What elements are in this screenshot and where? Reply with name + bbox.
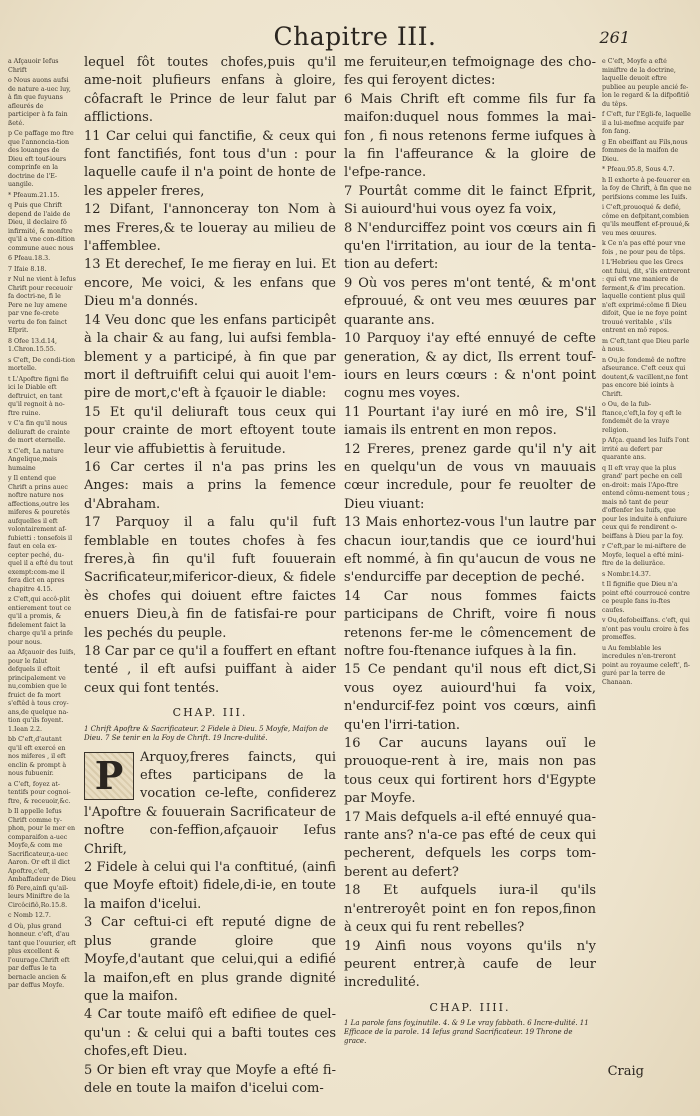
margin-note: 8 Ofee 13.d.14, 1.Chron.15.55.: [8, 337, 58, 353]
margin-note: d Où, plus grand honneur. c'eft, d'au tant que l'ouurier, eft plus excellent & l'ouurage.Chrift eft par deffus le ta bernacle ancien & par deffus Moyfe.: [8, 922, 76, 989]
margin-note: f C'eft, fur l'Egli-fe, laquelle il a lui-mefme acquife par fon fang.: [602, 111, 691, 135]
chapter-heading: CHAP. III.: [172, 706, 248, 720]
margin-note: v Ou,defobeiffans. c'eft, qui n'ont pas voulu croire à fes promeffes.: [602, 617, 690, 641]
margin-note: * Pfeau.95.8, Sous 4.7.: [602, 166, 675, 173]
verse: 17 Mais defquels a-il efté ennuyé qua-rante ans? n'a-ce pas efté de ceux qui pecherent, defquels les corps tom-berent au defert?: [344, 809, 596, 880]
margin-note: z C'eft,qui accô-plit entierement tout ce qu'il a promis, & fidelement faict la charge qu'il a prinfe pour nous.: [8, 596, 73, 646]
margin-note: a C'eft, foyez at-tentifs pour cognoi-ftre, & receuoir,&c.: [8, 780, 71, 805]
verse: 18 Car par ce qu'il a fouffert en eftant tenté , il eft aufsi puiffant à aider ceux qui font tentés.: [84, 644, 336, 696]
margin-note: r C'eft,par le mi-niftere de Moyfe, lequel a efté mini-ftre de la deliurâce.: [602, 543, 686, 567]
verse: 8 N'endurciffez point vos cœurs ain fi qu'en l'irritation, au iour de la tenta-tion au defert:: [344, 220, 596, 273]
margin-note: u Au femblable les incredules n'en-treront point au royaume celeft', fi-guré par la terre de Chanaan.: [602, 644, 691, 686]
chapter-opening: [84, 749, 336, 859]
verse: 16 Car certes il n'a pas prins les Anges: mais a prins la femence d'Abraham.: [84, 459, 336, 512]
margin-note: 7 Ifaie 8.18.: [8, 265, 47, 273]
verse: 4 Car toute maifô eft edifiee de quel-qu'un : & celui qui a bafti toutes ces chofes,eft Dieu.: [84, 1007, 336, 1060]
verse: 19 Ainfi nous voyons qu'ils n'y peurent entrer,à caufe de leur incredulité.: [344, 938, 596, 991]
margin-note: h Il exhorte à pe-feuerer en la foy de Chrift, à fin que ne perifsions comme les Iuifs.: [602, 176, 692, 201]
margin-note: g En obeiffant au Fils,nous fommes de la maifon de Dieu.: [602, 138, 688, 163]
margin-note: r Nul ne vient à Iefus Chrift pour receuoir fa doctri-ne, fi le Pere ne luy amene par vne fe-crete vertu de fon fainct Efprit.: [8, 276, 76, 334]
verse: 15 Ce pendant qu'il nous eft dict,Si vous oyez auiourd'hui fa voix, n'endurcif-fez point vos cœurs, ainfi qu'en l'irri-tation.: [344, 662, 596, 733]
verse: 7 Pourtât comme dit le fainct Efprit, Si auiourd'hui vous oyez fa voix,: [344, 183, 596, 218]
verse-continuation: me feruiteur,en tefmoignage des cho-fes qui feroyent dictes:: [344, 55, 596, 89]
verse-continuation: lequel fôt toutes chofes,puis qu'il ame-noit plufieurs enfans à gloire, côfacraft le Prince de leur falut par afflictions.: [84, 55, 336, 126]
verse: 14 Car nous fommes faicts participans de Chrift, voire fi nous retenons fer-me le cômencement de noftre fou-ftenance iufques à la fin.: [344, 588, 596, 659]
margin-note: o Nous auons aufsi de nature a-uec luy, à fin que fuyuans afleurés de participer à fa fain ßeté.: [8, 77, 71, 127]
text-column-right: [344, 54, 596, 1054]
margin-note: l L'Hebrieu que les Grecs ont fuiui, dit, s'ils entreront : qui eft vne maniere de ferment,& d'im precation. laquelle contient plus quil n'eft exprimé:côme fi Dieu difoit, Que ie ne foye point trouué veritable , s'ils entrent en mô repos.: [602, 259, 691, 334]
chapter-summary: 1 La parole fans foy,inutile. 4. & 9 Le vray fabbath. 6 Incre-dulité. 11 Efficace de la parole. 14 Iefus grand Sacrificateur. 19 Throne de grace.: [344, 1019, 589, 1046]
margin-note: p Ce paffage mo ftre que l'annoncia-tion des louanges de Dieu eft touf-iours comprinfe en la doctrine de l'E-uangile.: [8, 130, 74, 188]
verse: 16 Car aucuns layans ouï le prouoque-rent à ire, mais non pas tous ceux qui fortirent hors d'Egypte par Moyfe.: [344, 736, 596, 807]
left-margin-notes: [8, 58, 76, 1098]
verse: 2 Fidele à celui qui l'a conftitué, (ainfi que Moyfe eftoit) fidele,di-ie, en toute la maifon d'icelui.: [84, 860, 336, 912]
page-number: 261: [599, 28, 630, 47]
margin-note: q Il eft vray que la plus grand' part peche en cell en-droit: mais l'Apo-ftre entend cômu-nement tous ; mais nô tant de peur d'offenfer les Iuifs, que pour les induite à enfuiure ceux qui fe rendirent o-beiffans à Dieu par la foy.: [602, 464, 690, 540]
verse: 13 Et derechef, Ie me fieray en lui. Et encore, Me voici, & les enfans que Dieu m'a donnés.: [84, 257, 336, 310]
margin-note: c Nomb 12.7.: [8, 912, 51, 919]
margin-note: q Puis que Chrift depend de l'aide de Dieu, il declaire fô infirmité, & monftre qu'il a vne con-dition commune auec nous: [8, 202, 75, 252]
margin-note: aa Afçauoir des Iuifs, pour le falut defquels il eftoit principalement ve nu,combien que le fruict de fa mort s'eftêd à tous croy-ans,de quelque na-tion qu'ils foyent. 1.Iean 2.2.: [8, 649, 76, 733]
margin-note: o Ou, de la fub-ftance,c'eft,la foy q eft le fondemêt de la vraye religion.: [602, 401, 682, 434]
verse: 18 Et aufquels iura-il qu'ils n'entreroyêt point en fon repos,finon à ceux qui fu rent rebelles?: [344, 883, 596, 936]
verse: 17 Parquoy il a falu qu'il fuft femblable en toutes chofes à fes freres,à fin qu'il fuft fouuerain Sacrificateur,mifericor-dieux, & fidele ès chofes qui doiuent eftre faictes enuers Dieu,à fin de fatisfai-re pour les pechés du peuple.: [84, 515, 336, 641]
margin-note: * Pfeaum.21.15.: [8, 191, 60, 199]
verse: 13 Mais enhortez-vous l'un lautre par chacun iour,tandis que ce iourd'hui eft nommé, à fin qu'aucun de vous ne s'endurciffe par deception de peché.: [344, 515, 596, 586]
verse: 11 Pourtant i'ay iuré en mô ire, S'il iamais ils entrent en mon repos.: [344, 404, 596, 439]
dropcap-letter: P: [84, 752, 134, 800]
margin-note: t L'Apoftre figni fie ici le Diable eft deftruict, en tant qu'il regnoit à no-ftre ruine.: [8, 375, 69, 417]
verse: 12 Freres, prenez garde qu'il n'y ait en quelqu'un de vous vn mauuais cœur incredule, pour fe reuolter de Dieu viuant:: [344, 441, 596, 512]
verse: 12 Difant, I'annonceray ton Nom à mes Freres,& te loueray au milieu de l'affemblee.: [84, 202, 336, 255]
verse: 5 Or bien eft vray que Moyfe a efté fi-dele en toute la maifon d'icelui com-: [84, 1062, 336, 1096]
margin-note: y Il entend que Chrift a prins auec noftre nature nos affections,outre les miferes & pouretés aufquelles il eft volontairement af-fubietti : tonsefois il faut en cela ex-cepter peché, du-quel il a efté du tout exempt:com-me il fera dict en apres chapitre 4.15.: [8, 475, 73, 593]
margin-note: p Afça. quand les Iuifs l'ont irrité au defert par quarante ans.: [602, 437, 690, 461]
margin-note: m C'eft,tant que Dieu parle à nous.: [602, 337, 690, 353]
verse-first: Arquoy,freres faincts, qui eftes participans de la vocation ce-lefte, confiderez l'Apoftre & fouuerain Sacrificateur de noftre con-feffion,afçauoir Iefus Chrift,: [84, 749, 336, 857]
margin-note: x C'eft, La nature Angelique,mais humaine: [8, 447, 64, 472]
verse: 11 Car celui qui fanctifie, & ceux qui font fanctifiés, font tous d'un : pour laquelle caufe il n'a point de honte de les appeler freres,: [84, 128, 336, 199]
margin-note: b Il appelle Iefus Chrift comme ty-phon, pour le mer en comparaifon a-uec Moyfe,& com me Sacrificateur,a-uec Aaron. Or eft il dict Apoftre,c'eft, Ambaffadeur de Dieu fô Pere,ainfi qu'ail-leurs Miniftre de la Circôcifiô,Ro.15.8.: [8, 808, 76, 909]
margin-note: s Nombr.14.37.: [602, 570, 651, 578]
verse: 10 Parquoy i'ay efté ennuyé de cefte generation, & ay dict, Ils errent touf-iours en leurs cœurs : & n'ont point cognu mes voyes.: [344, 331, 596, 402]
margin-note: e C'eft, Moyfe a efté miniftre de la doctrine, laquelle deuoit eftre publiee au peuple ancié fe-lon le regard & la difpofitiô du têps.: [602, 58, 690, 108]
margin-note: v C'a fin qu'il nous deliuraft de crainte de mort eternelle.: [8, 420, 70, 444]
verse: 14 Veu donc que les enfans participêt à la chair & au fang, lui aufsi fembla-blement y a participé, à fin que par mort il deftruifift celui qui auoit l'em-pire de mort,c'eft à fçauoir le diable:: [84, 312, 336, 402]
text-column-left: [84, 54, 336, 1104]
catchword: Craig: [607, 1064, 644, 1079]
margin-note: s C'eft, De condi-tion mortelle.: [8, 356, 76, 372]
margin-note: n Ou,le fondemê de noftre afseurance. C'eft ceux qui doutent,& vacillent,ne font pas encore bié ioints à Chrift.: [602, 356, 689, 398]
verse: 6 Mais Chrift eft comme fils fur fa maifon:duquel nous fommes la mai-fon , fi nous retenons ferme iufques à la fin l'affeurance & la gloire de l'efpe-rance.: [344, 91, 596, 181]
verse: 3 Car ceftui-ci eft reputé digne de plus grande gloire que Moyfe,d'autant que celui,qui a edifié la maifon,eft en plus grande dignité que la maifon.: [84, 915, 336, 1004]
chapter-heading: CHAP. IIII.: [429, 1000, 511, 1014]
margin-note: a Afçauoir Iefus Chrift: [8, 58, 59, 74]
verse: 9 Où vos peres m'ont tenté, & m'ont efprouué, & ont veu mes œuures par quarante ans.: [344, 275, 596, 328]
margin-note: 6 Pfeau.18.3.: [8, 255, 51, 262]
page-title: Chapitre III.: [273, 22, 437, 51]
margin-note: k Ce n'a pas efté pour vne fois , ne pour peu de têps.: [602, 240, 686, 256]
verse: 15 Et qu'il deliuraft tous ceux qui pour crainte de mort eftoyent toute leur vie affubiettis à feruitude.: [84, 404, 336, 457]
margin-note: bb C'eft,d'autant qu'il eft exercé en nos miferes , il eft enclin & prompt à nous fubuenir.: [8, 736, 67, 777]
margin-note: i C'eft,prouoqué & defié, côme en defpitant,combien qu'ils meuffent ef-prouué,& veu mes œuures.: [602, 204, 690, 237]
margin-note: t Il fignifie que Dieu n'a point efté courroucé contre ce peuple fans iu-ftes caufes.: [602, 581, 690, 614]
chapter-summary: 1 Chrift Apoftre & Sacrificateur. 2 Fidele à Dieu. 5 Moyfe, Maifon de Dieu. 7 Se tenir en la Foy de Chrift. 19 Incre-dulité.: [84, 724, 329, 742]
right-margin-notes: [602, 58, 692, 1098]
